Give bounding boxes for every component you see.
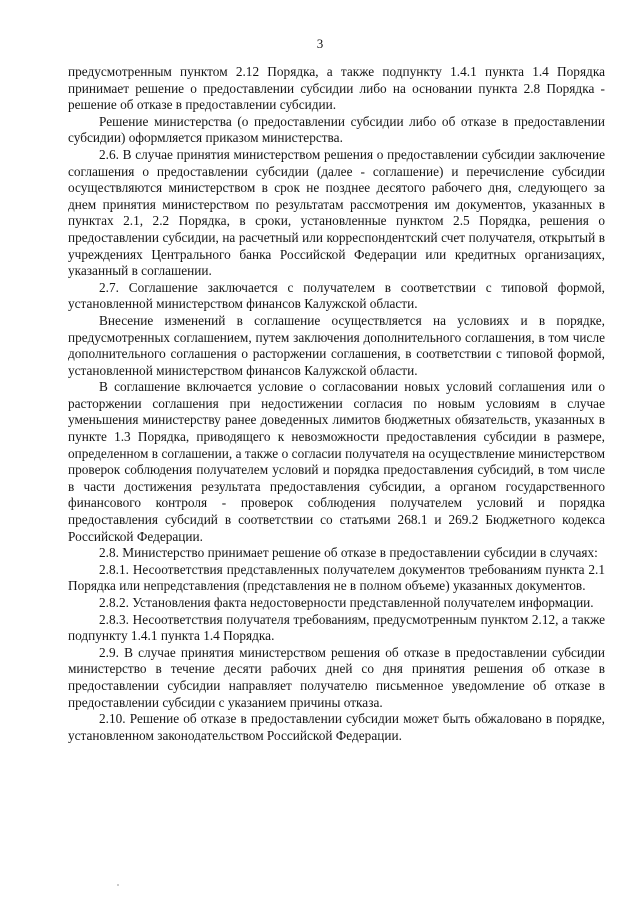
paragraph-2-6: 2.6. В случае принятия министерством решения о предоставлении субсидии заключение соглашения о предоставлении субсидии (далее - соглашение) и перечисление субсидии осуществляются министерством в срок не позднее десятого рабочего дня, следующего за днем принятия министерством по результатам рассмотрения им документов, указанных в пунктах 2.1, 2.2 Порядка, в сроки, установленные пунктом 2.5 Порядка, решения о предоставлении субсидии, на расчетный или корреспондентский счет получателя, открытый в учреждениях Центрального банка Российской Федерации или кредитных организациях, указанный в соглашении.	[68, 146, 605, 279]
paragraph-amendments: Внесение изменений в соглашение осуществляется на условиях и в порядке, предусмотренных соглашением, путем заключения дополнительного соглашения, в том числе дополнительного соглашения о расторжении соглашения, в соответствии с типовой формой, установленной министерством финансов Калужской области.	[68, 312, 605, 378]
paragraph-decision-form: Решение министерства (о предоставлении субсидии либо об отказе в предоставлении субсидии) оформляется приказом министерства.	[68, 113, 605, 146]
paragraph-2-9: 2.9. В случае принятия министерством решения об отказе в предоставлении субсидии министерство в течение десяти рабочих дней со дня принятия решения об отказе в предоставлении субсидии направляет получателю письменное уведомление об отказе в предоставлении субсидии с указанием причины отказа.	[68, 644, 605, 710]
paragraph-2-8-1: 2.8.1. Несоответствия представленных получателем документов требованиям пункта 2.1 Порядка или непредставления (представления не в полном объеме) указанных документов.	[68, 561, 605, 594]
paragraph-2-7: 2.7. Соглашение заключается с получателем в соответствии с типовой формой, установленной министерством финансов Калужской области.	[68, 279, 605, 312]
scan-speck	[117, 884, 119, 886]
paragraph-2-10: 2.10. Решение об отказе в предоставлении субсидии может быть обжаловано в порядке, установленном законодательством Российской Федерации.	[68, 711, 605, 743]
document-body	[68, 64, 605, 744]
paragraph-2-8: 2.8. Министерство принимает решение об отказе в предоставлении субсидии в случаях:	[99, 545, 598, 561]
page-number: 3	[316, 36, 324, 51]
paragraph-2-8-3: 2.8.3. Несоответствия получателя требованиям, предусмотренным пунктом 2.12, а также подпункту 1.4.1 пункта 1.4 Порядка.	[68, 611, 605, 644]
paragraph-agreement-conditions: В соглашение включается условие о согласовании новых условий соглашения или о расторжении соглашения при недостижении согласия по новым условиям в случае уменьшения министерству ранее доведенных лимитов бюджетных обязательств, указанных в пункте 1.3 Порядка, приводящего к невозможности предоставления субсидии в размере, определенном в соглашении, а также о согласии получателя на осуществление министерством проверок соблюдения получателем условий и порядка предоставления субсидий, в том числе в части достижения результата предоставления субсидии, а органом государственного финансового контроля - проверок соблюдения получателем условий и порядка предоставления субсидий в соответствии со статьями 268.1 и 269.2 Бюджетного кодекса Российской Федерации.	[68, 379, 605, 544]
paragraph-continuation: предусмотренным пунктом 2.12 Порядка, а также подпункту 1.4.1 пункта 1.4 Порядка принимает решение о предоставлении субсидии либо на основании пункта 2.8 Порядка - решение об отказе в предоставлении субсидии.	[68, 64, 605, 113]
paragraph-2-8-2: 2.8.2. Установления факта недостоверности представленной получателем информации.	[99, 595, 594, 610]
